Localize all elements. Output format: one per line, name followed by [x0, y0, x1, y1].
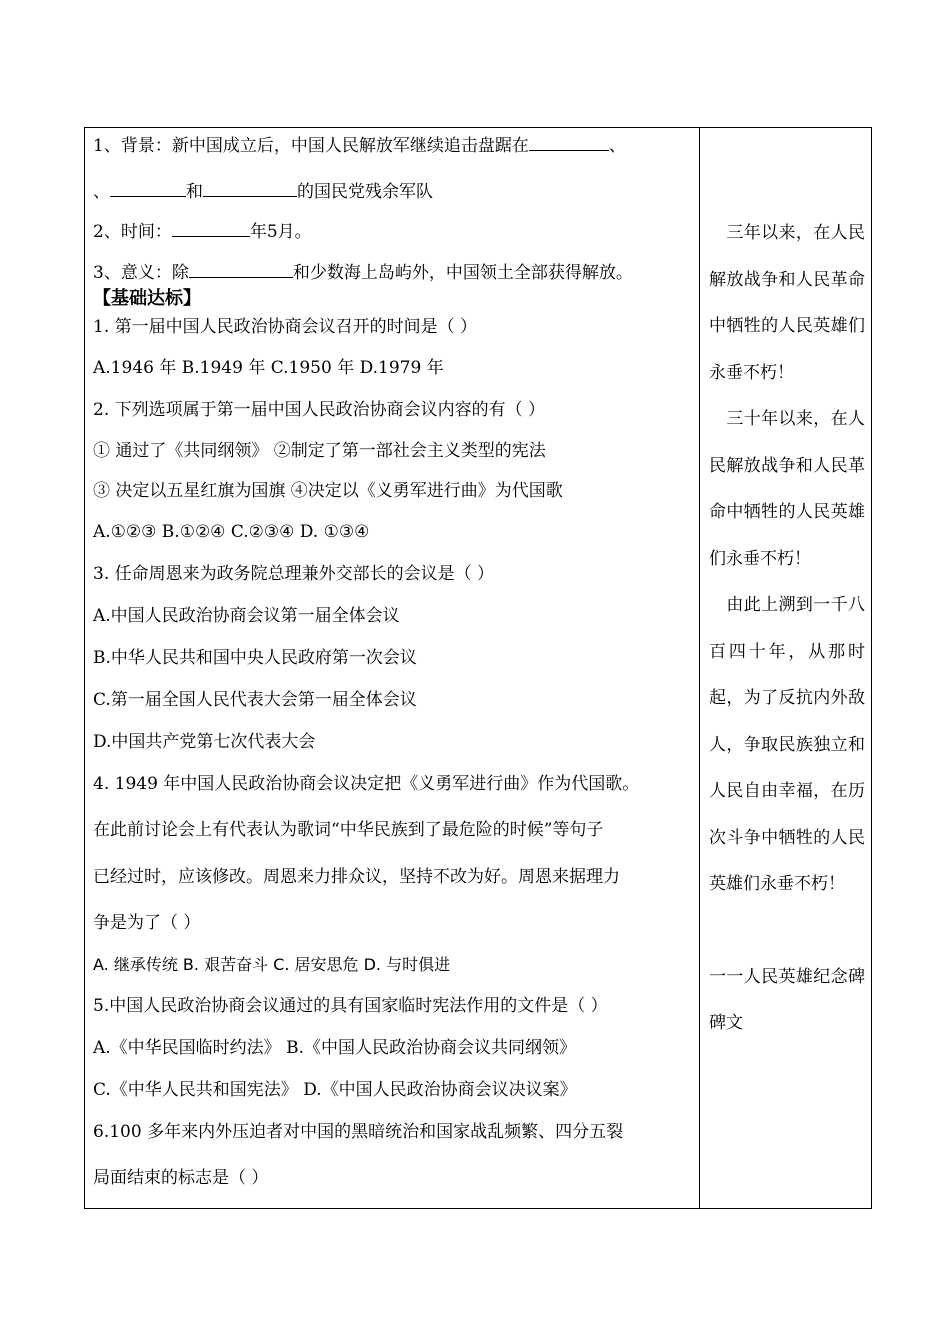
- background-text-3: 、: [93, 182, 110, 202]
- fill-blank[interactable]: [110, 180, 186, 197]
- fill-blank[interactable]: [529, 134, 609, 151]
- significance-label: 3、意义：除: [93, 263, 189, 283]
- background-text-2: 、: [608, 136, 626, 156]
- fill-blank[interactable]: [203, 180, 297, 197]
- question-3-option-d: D.中国共产党第七次代表大会: [93, 732, 316, 752]
- question-5-options-line-2: C.《中华人民共和国宪法》 D.《中国人民政治协商会议决议案》: [93, 1080, 577, 1100]
- inscription-paragraph-1: 三年以来，在人民解放战争和人民革命中牺牲的人民英雄们永垂不朽！: [709, 223, 865, 383]
- inscription-paragraph-2: 三十年以来，在人民解放战争和人民革命中牺牲的人民英雄们永垂不朽！: [709, 409, 865, 569]
- inscription-attribution: 一一人民英雄纪念碑碑文: [709, 966, 865, 1033]
- fill-blank[interactable]: [172, 220, 250, 237]
- question-6-line-2: 局面结束的标志是（ ）: [93, 1168, 269, 1188]
- question-2-item-line-2: ③ 决定以五星红旗为国旗 ④决定以《义勇军进行曲》为代国歌: [93, 481, 563, 501]
- inscription-paragraph-3: 由此上溯到一千八百四十年，从那时起，为了反抗内外敌人，争取民族独立和人民自由幸福，在历次斗争中牺牲的人民英雄们永垂不朽！: [709, 595, 865, 894]
- question-4-options: A. 继承传统 B. 艰苦奋斗 C. 居安思危 D. 与时俱进: [93, 955, 451, 974]
- column-divider: [699, 127, 700, 1209]
- background-line-1: [93, 134, 626, 157]
- question-3-option-a: A.中国人民政治协商会议第一届全体会议: [93, 606, 400, 626]
- background-line-2: [93, 180, 433, 203]
- background-text-1: 1、背景：新中国成立后，中国人民解放军继续追击盘踞在: [93, 136, 529, 156]
- time-label: 2、时间：: [93, 222, 172, 242]
- background-text-4: 和: [186, 182, 203, 202]
- question-6-line-1: 6.100 多年来内外压迫者对中国的黑暗统治和国家战乱频繁、四分五裂: [93, 1122, 624, 1142]
- question-5-options-line-1: A.《中华民国临时约法》 B.《中国人民政治协商会议共同纲领》: [93, 1038, 576, 1058]
- question-1: 1. 第一届中国人民政治协商会议召开的时间是（ ）: [93, 317, 478, 337]
- side-column: [709, 210, 865, 1047]
- question-5: 5.中国人民政治协商会议通过的具有国家临时宪法作用的文件是（ ）: [93, 996, 608, 1016]
- question-2-item-line-1: ① 通过了《共同纲领》 ②制定了第一部社会主义类型的宪法: [93, 441, 546, 461]
- question-4-line-3: 已经过时，应该修改。周恩来力排众议，坚持不改为好。周恩来据理力: [93, 867, 620, 887]
- question-4-line-2: 在此前讨论会上有代表认为歌词“中华民族到了最危险的时候”等句子: [93, 820, 604, 840]
- background-text-5: 的国民党残余军队: [297, 182, 433, 202]
- time-line: [93, 220, 312, 243]
- significance-line: [93, 261, 633, 284]
- question-2-options: A.①②③ B.①②④ C.②③④ D. ①③④: [93, 522, 370, 542]
- significance-text: 和少数海上岛屿外，中国领土全部获得解放。: [292, 263, 633, 283]
- question-2: 2. 下列选项属于第一届中国人民政治协商会议内容的有（ ）: [93, 400, 546, 420]
- question-3-option-b: B.中华人民共和国中央人民政府第一次会议: [93, 648, 417, 668]
- question-3: 3. 任命周恩来为政务院总理兼外交部长的会议是（ ）: [93, 564, 495, 584]
- question-4-line-1: 4. 1949 年中国人民政治协商会议决定把《义勇军进行曲》作为代国歌。: [93, 774, 640, 794]
- time-suffix: 年5月。: [249, 222, 312, 242]
- question-1-options: A.1946 年 B.1949 年 C.1950 年 D.1979 年: [93, 358, 444, 378]
- fill-blank[interactable]: [189, 261, 293, 278]
- section-heading: 【基础达标】: [93, 288, 201, 309]
- question-4-line-4: 争是为了（ ）: [93, 913, 201, 933]
- question-3-option-c: C.第一届全国人民代表大会第一届全体会议: [93, 690, 417, 710]
